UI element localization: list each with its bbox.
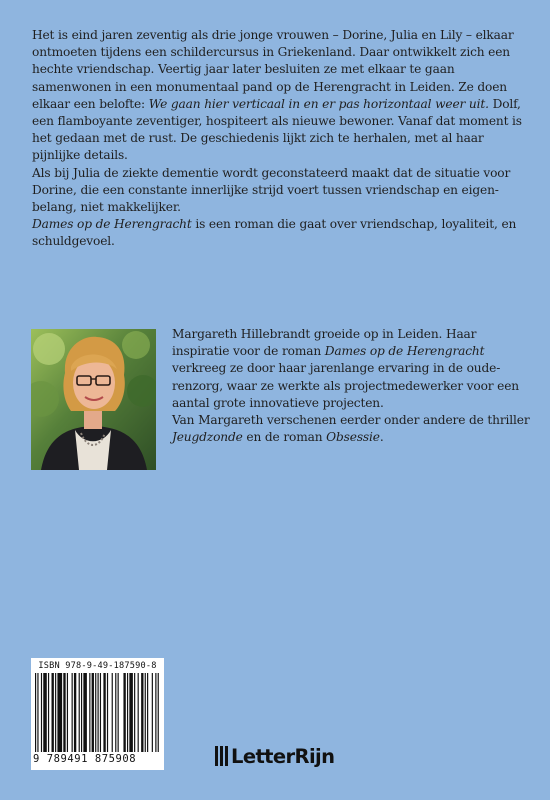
bio-text: Margareth Hillebrandt groeide op in Leiden. Haar inspiratie voor de roman: [172, 327, 477, 359]
barcode-bar: [81, 673, 82, 752]
barcode-bar: [103, 673, 105, 752]
publisher-logo: [215, 743, 334, 769]
blurb-paragraph-2: Als bij Julia de ziekte dementie wordt geconstateerd maakt dat de situatie voor Dorine, die een constante innerlijke strijd voert tussen vriendschap en eigenbelang, niet makkelijker.: [32, 165, 511, 215]
barcode-bar: [95, 673, 96, 752]
barcode-bar: [63, 673, 65, 752]
barcode-bar: [118, 673, 119, 752]
barcode-bar: [37, 673, 38, 752]
blurb-text: is een roman die gaat over vriendschap, loyaliteit, en schuldgevoel.: [32, 217, 517, 249]
barcode-bar: [43, 673, 47, 752]
blurb-paragraph-1: [32, 27, 532, 165]
book-title: Dames op de Herengracht: [324, 344, 485, 359]
back-cover-blurb: [32, 27, 532, 251]
barcode-bar: [100, 673, 101, 752]
bio-text: Van Margareth verschenen eerder onder andere de thriller: [172, 413, 530, 428]
barcode-bar: [115, 673, 116, 752]
barcode-bar: [55, 673, 56, 752]
barcode-bar: [147, 673, 148, 752]
barcode-bar: [35, 673, 36, 752]
barcode-bar: [98, 673, 99, 752]
book-title: Obsessie: [326, 430, 380, 445]
ean-digits: 9 789491 875908: [33, 753, 137, 765]
isbn-label: ISBN 978-9-49-187590-8: [38, 661, 157, 671]
bio-text: en de roman: [242, 430, 327, 445]
barcode-bar: [92, 673, 94, 752]
barcode-bar: [123, 673, 125, 752]
blurb-text: Dolf, een flamboyante zeventiger, hospiteert als nieuwe bewoner. Vanaf dat moment is het gedaan met de rust. De geschiedenis lijkt zich te herhalen, met al haar pijnlijke details.: [32, 96, 522, 163]
barcode-bar: [79, 673, 80, 752]
barcode-bar: [145, 673, 146, 752]
publisher-logo-icon: [215, 746, 228, 766]
bio-text: .: [379, 430, 384, 445]
blurb-quote: We gaan hier verticaal in en er pas horizontaal weer uit.: [148, 96, 489, 111]
isbn-barcode: [31, 658, 164, 770]
barcode-bar: [129, 673, 133, 752]
author-portrait-illustration: [31, 329, 156, 470]
barcode-bar: [89, 673, 90, 752]
book-title: Jeugdzonde: [172, 430, 243, 445]
author-bio: [172, 326, 532, 446]
barcode-bar: [141, 673, 143, 752]
barcode-bar: [107, 673, 108, 752]
barcode-bar: [155, 673, 156, 752]
barcode-bar: [74, 673, 76, 752]
bio-text: verkreeg ze door haar jarenlange ervaring in de ouderenzorg, waar ze werkte als projectmedewerker voor een aantal grote innovatieve projecten.: [172, 361, 519, 410]
barcode-bar: [48, 673, 49, 752]
barcode-bar: [57, 673, 62, 752]
barcode-bars: [35, 673, 160, 752]
blurb-paragraph-3: [32, 216, 532, 250]
barcode-bar: [127, 673, 128, 752]
barcode-bar: [72, 673, 73, 752]
barcode-bar: [134, 673, 135, 752]
publisher-name: LetterRijn: [231, 744, 335, 768]
author-photo: [31, 329, 156, 470]
bio-paragraph-2: [172, 412, 532, 446]
barcode-bar: [158, 673, 159, 752]
barcode-bar: [41, 673, 42, 752]
blurb-text: Het is eind jaren zeventig als drie jonge vrouwen – Dorine, Julia en Lily – elkaar ontmoeten tijdens een schildercursus in Griekenland. Daar ontwikkelt zich een hechte vriendschap. Veertig jaar later besluiten ze met elkaar te gaan samenwonen in een monumentaal pand op de Herengracht in Leiden. Ze doen elkaar een belofte:: [32, 28, 514, 111]
bio-paragraph-1: [172, 326, 532, 412]
barcode-bar: [52, 673, 54, 752]
barcode-bar: [67, 673, 68, 752]
barcode-bar: [152, 673, 153, 752]
barcode-bar: [138, 673, 139, 752]
barcode-bar: [112, 673, 113, 752]
book-title: Dames op de Herengracht: [32, 217, 192, 232]
barcode-bar: [83, 673, 87, 752]
